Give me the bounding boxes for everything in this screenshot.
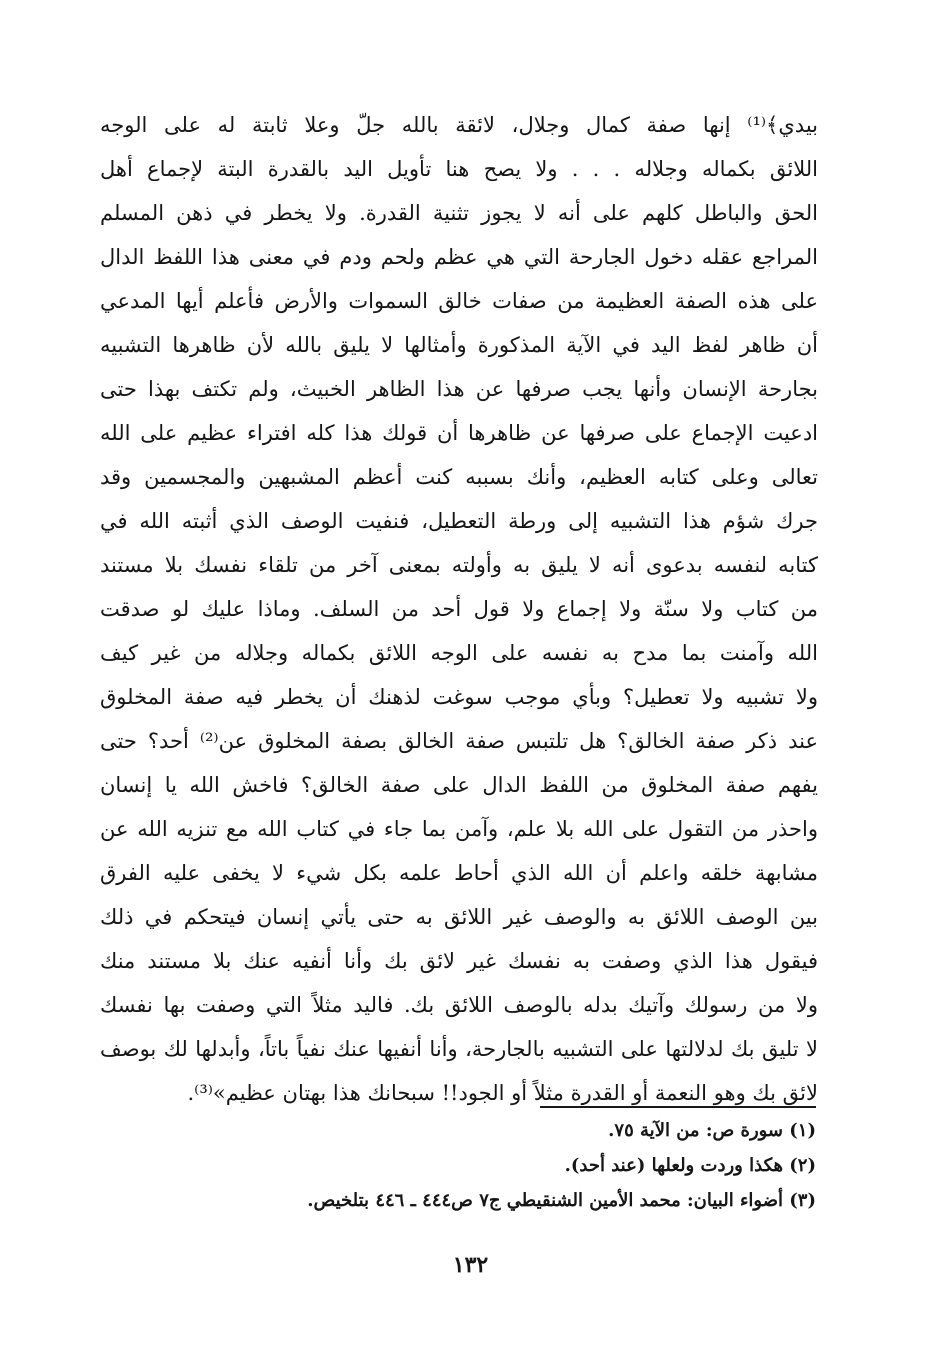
text-line: ادعيت الإجماع على صرفها عن ظاهرها أن قولك هذا كله افتراء عظيم على الله <box>100 421 818 445</box>
footnote-3: (٣) أضواء البيان: محمد الأمين الشنقيطي ج٧ ص٤٤٤ ـ ٤٤٦ بتلخيص. <box>307 1190 816 1211</box>
text-line: الحق والباطل كلهم على أنه لا يجوز تثنية القدرة. ولا يخطر في ذهن المسلم <box>100 201 818 225</box>
text-line: أن ظاهر لفظ اليد في الآية المذكورة وأمثالها لا يليق بالله لأن ظاهرها التشبيه <box>100 333 818 357</box>
text-line: ولا تشبيه ولا تعطيل؟ وبأي موجب سوغت لذهنك أن يخطر فيه صفة المخلوق <box>100 685 818 709</box>
footnote-1: (١) سورة ص: من الآية ٧٥. <box>608 1120 816 1141</box>
text-line: تعالى وعلى كتابه العظيم، وأنك بسببه كنت أعظم المشبهين والمجسمين وقد <box>100 465 818 489</box>
text-line: لا تليق بك لدلالتها على التشبيه بالجارحة، وأنا أنفيها عنك نفياً باتاً، وأبدلها لك بوصف <box>100 1037 818 1061</box>
text-line: واحذر من التقول على الله بلا علم، وآمن بما جاء في كتاب الله مع تنزيه الله عن <box>100 817 818 841</box>
footnote-2: (٢) هكذا وردت ولعلها (عند أحد). <box>564 1155 816 1176</box>
text-line: عند ذكر صفة الخالق؟ هل تلتبس صفة الخالق بصفة المخلوق عن⁽²⁾ أحد؟ حتى <box>100 729 818 753</box>
text-line: من كتاب ولا سنّة ولا إجماع ولا قول أحد من السلف. وماذا عليك لو صدقت <box>100 597 818 621</box>
text-line-last: لائق بك وهو النعمة أو القدرة مثلاً أو الجود!! سبحانك هذا بهتان عظيم»⁽³⁾. <box>187 1081 818 1105</box>
text-line: المراجع عقله دخول الجارحة التي هي عظم ولحم ودم في معنى هذا اللفظ الدال <box>100 245 818 269</box>
text-line: على هذه الصفة العظيمة من صفات خالق السموات والأرض فأعلم أيها المدعي <box>100 289 818 313</box>
text-line: بيدي﴾⁽¹⁾ إنها صفة كمال وجلال، لائقة بالله جلّ وعلا ثابتة له على الوجه <box>100 113 818 137</box>
text-line: اللائق بكماله وجلاله . . . ولا يصح هنا تأويل اليد بالقدرة البتة لإجماع أهل <box>100 157 818 181</box>
text-line: الله وآمنت بما مدح به نفسه على الوجه اللائق بكماله وجلاله من غير كيف <box>100 641 818 665</box>
text-line: بجارحة الإنسان وأنها يجب صرفها عن هذا الظاهر الخبيث، ولم تكتف بهذا حتى <box>100 377 818 401</box>
footnote-separator <box>540 1106 816 1108</box>
text-line: كتابه لنفسه بدعوى أنه لا يليق به وأولته بمعنى آخر من تلقاء نفسك بلا مستند <box>100 553 818 577</box>
text-line: بين الوصف اللائق به والوصف غير اللائق به حتى يأتي إنسان فيتحكم في ذلك <box>100 905 818 929</box>
page-number: ١٣٢ <box>452 1252 489 1278</box>
text-line: فيقول هذا الذي وصفت به نفسك غير لائق بك وأنا أنفيه عنك بلا مستند منك <box>100 949 818 973</box>
footnotes-block <box>200 1113 816 1218</box>
main-text-block <box>100 103 818 1115</box>
text-line: ولا من رسولك وآتيك بدله بالوصف اللائق بك. فاليد مثلاً التي وصفت بها نفسك <box>100 993 818 1017</box>
text-line: مشابهة خلقه واعلم أن الله الذي أحاط علمه بكل شيء لا يخفى عليه الفرق <box>100 861 818 885</box>
text-line: يفهم صفة المخلوق من اللفظ الدال على صفة الخالق؟ فاخش الله يا إنسان <box>100 773 818 797</box>
text-line: جرك شؤم هذا التشبيه إلى ورطة التعطيل، فنفيت الوصف الذي أثبته الله في <box>100 509 818 533</box>
